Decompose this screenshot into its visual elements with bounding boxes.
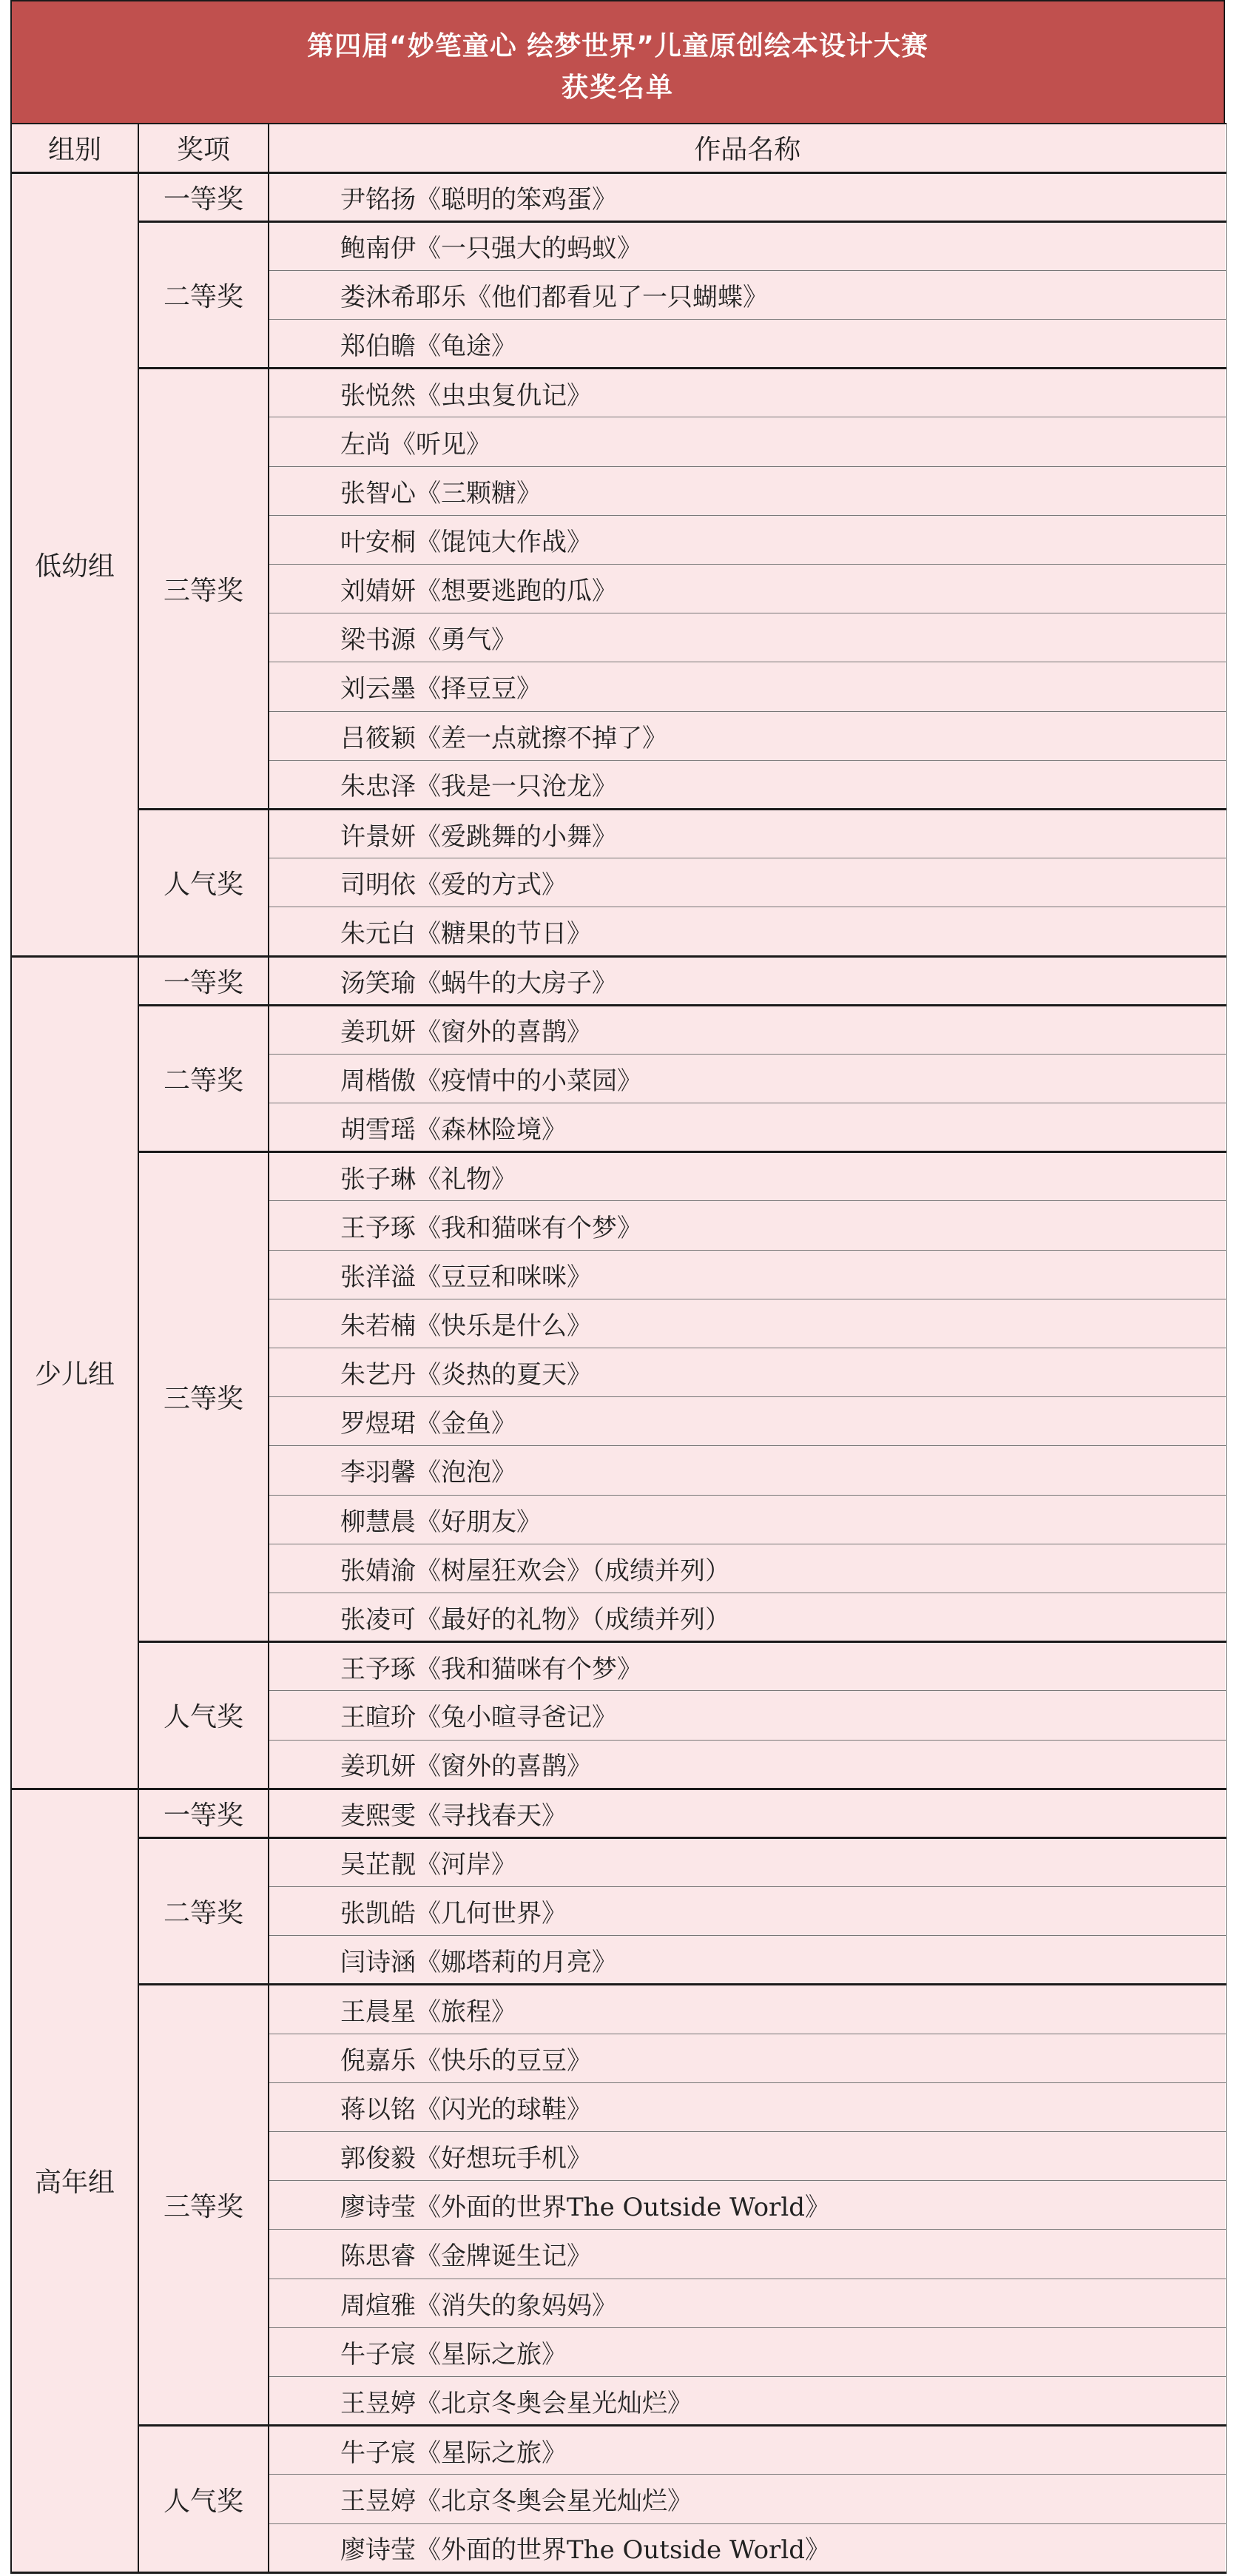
table-row: [11, 1837, 1226, 1886]
work-cell: 朱忠泽《我是一只沧龙》: [269, 760, 1226, 809]
work-cell: 蒋以铭《闪光的球鞋》: [269, 2082, 1226, 2131]
work-cell: 郑伯瞻《龟途》: [269, 320, 1226, 369]
group-cell: 少儿组: [11, 956, 138, 1789]
work-cell: 朱艺丹《炎热的夏天》: [269, 1348, 1226, 1397]
work-cell: 姜玑妍《窗外的喜鹊》: [269, 1740, 1226, 1789]
award-cell: 一等奖: [138, 1789, 269, 1837]
work-cell: 柳慧晨《好朋友》: [269, 1495, 1226, 1544]
work-cell: 张子琳《礼物》: [269, 1152, 1226, 1201]
page-title: 第四届“妙笔童心 绘梦世界”儿童原创绘本设计大赛: [307, 31, 928, 61]
award-cell: 人气奖: [138, 2426, 269, 2573]
award-cell: 二等奖: [138, 1005, 269, 1152]
work-cell: 司明依《爱的方式》: [269, 858, 1226, 907]
award-document: [10, 0, 1225, 2574]
work-cell: 廖诗莹《外面的世界The Outside World》: [269, 2181, 1226, 2230]
work-cell: 陈思睿《金牌诞生记》: [269, 2230, 1226, 2279]
work-cell: 胡雪瑶《森林险境》: [269, 1103, 1226, 1152]
award-cell: 人气奖: [138, 1642, 269, 1789]
award-cell: 一等奖: [138, 956, 269, 1005]
table-row: [11, 1005, 1226, 1054]
group-cell: 低幼组: [11, 172, 138, 956]
work-cell: 王暄玠《兔小暄寻爸记》: [269, 1691, 1226, 1740]
table-row: [11, 172, 1226, 221]
work-cell: 王予琢《我和猫咪有个梦》: [269, 1642, 1226, 1691]
column-header-award: 奖项: [138, 124, 269, 172]
work-cell: 麦熙雯《寻找春天》: [269, 1789, 1226, 1837]
table-row: [11, 1789, 1226, 1837]
award-cell: 三等奖: [138, 369, 269, 810]
work-cell: 张洋溢《豆豆和咪咪》: [269, 1250, 1226, 1299]
work-cell: 朱元白《糖果的节日》: [269, 907, 1226, 956]
award-cell: 一等奖: [138, 172, 269, 221]
table-row: [11, 2426, 1226, 2475]
page-subtitle: 获奖名单: [561, 73, 674, 103]
work-cell: 牛子宸《星际之旅》: [269, 2426, 1226, 2475]
work-cell: 张婧渝《树屋狂欢会》（成绩并列）: [269, 1544, 1226, 1593]
table-row: [11, 369, 1226, 417]
table-row: [11, 221, 1226, 270]
column-header-group: 组别: [11, 124, 138, 172]
work-cell: 牛子宸《星际之旅》: [269, 2327, 1226, 2376]
work-cell: 王昱婷《北京冬奥会星光灿烂》: [269, 2475, 1226, 2523]
table-row: [11, 1985, 1226, 2034]
table-row: [11, 1152, 1226, 1201]
work-cell: 倪嘉乐《快乐的豆豆》: [269, 2034, 1226, 2082]
work-cell: 王晨星《旅程》: [269, 1985, 1226, 2034]
work-cell: 张凌可《最好的礼物》（成绩并列）: [269, 1593, 1226, 1641]
table-row: [11, 1642, 1226, 1691]
award-cell: 二等奖: [138, 1837, 269, 1985]
work-cell: 吴芷靓《河岸》: [269, 1837, 1226, 1886]
work-cell: 廖诗莹《外面的世界The Outside World》: [269, 2523, 1226, 2573]
work-cell: 鲍南伊《一只强大的蚂蚁》: [269, 221, 1226, 270]
work-cell: 许景妍《爱跳舞的小舞》: [269, 809, 1226, 858]
award-cell: 二等奖: [138, 221, 269, 369]
work-cell: 朱若楠《快乐是什么》: [269, 1299, 1226, 1348]
table-header-row: [11, 124, 1226, 172]
work-cell: 王昱婷《北京冬奥会星光灿烂》: [269, 2376, 1226, 2425]
work-cell: 张凯皓《几何世界》: [269, 1887, 1226, 1936]
work-cell: 姜玑妍《窗外的喜鹊》: [269, 1005, 1226, 1054]
work-cell: 尹铭扬《聪明的笨鸡蛋》: [269, 172, 1226, 221]
winners-table: [10, 123, 1227, 2574]
work-cell: 刘云墨《择豆豆》: [269, 662, 1226, 711]
work-cell: 汤笑瑜《蜗牛的大房子》: [269, 956, 1226, 1005]
work-cell: 娄沐希耶乐《他们都看见了一只蝴蝶》: [269, 270, 1226, 319]
work-cell: 吕筱颖《差一点就擦不掉了》: [269, 711, 1226, 760]
column-header-work: 作品名称: [269, 124, 1226, 172]
work-cell: 刘婧妍《想要逃跑的瓜》: [269, 565, 1226, 613]
work-cell: 左尚《听见》: [269, 417, 1226, 466]
table-row: [11, 956, 1226, 1005]
work-cell: 王予琢《我和猫咪有个梦》: [269, 1201, 1226, 1250]
work-cell: 梁书源《勇气》: [269, 613, 1226, 662]
work-cell: 李羽馨《泡泡》: [269, 1446, 1226, 1495]
work-cell: 郭俊毅《好想玩手机》: [269, 2132, 1226, 2181]
work-cell: 张智心《三颗糖》: [269, 466, 1226, 515]
work-cell: 周楷傲《疫情中的小菜园》: [269, 1054, 1226, 1103]
award-cell: 三等奖: [138, 1152, 269, 1642]
work-cell: 叶安桐《馄饨大作战》: [269, 515, 1226, 564]
group-cell: 高年组: [11, 1789, 138, 2572]
award-cell: 人气奖: [138, 809, 269, 956]
work-cell: 罗煜珺《金鱼》: [269, 1397, 1226, 1446]
work-cell: 闫诗涵《娜塔莉的月亮》: [269, 1936, 1226, 1985]
title-banner: [10, 0, 1225, 124]
work-cell: 张悦然《虫虫复仇记》: [269, 369, 1226, 417]
award-cell: 三等奖: [138, 1985, 269, 2426]
table-row: [11, 809, 1226, 858]
work-cell: 周煊雅《消失的象妈妈》: [269, 2279, 1226, 2327]
